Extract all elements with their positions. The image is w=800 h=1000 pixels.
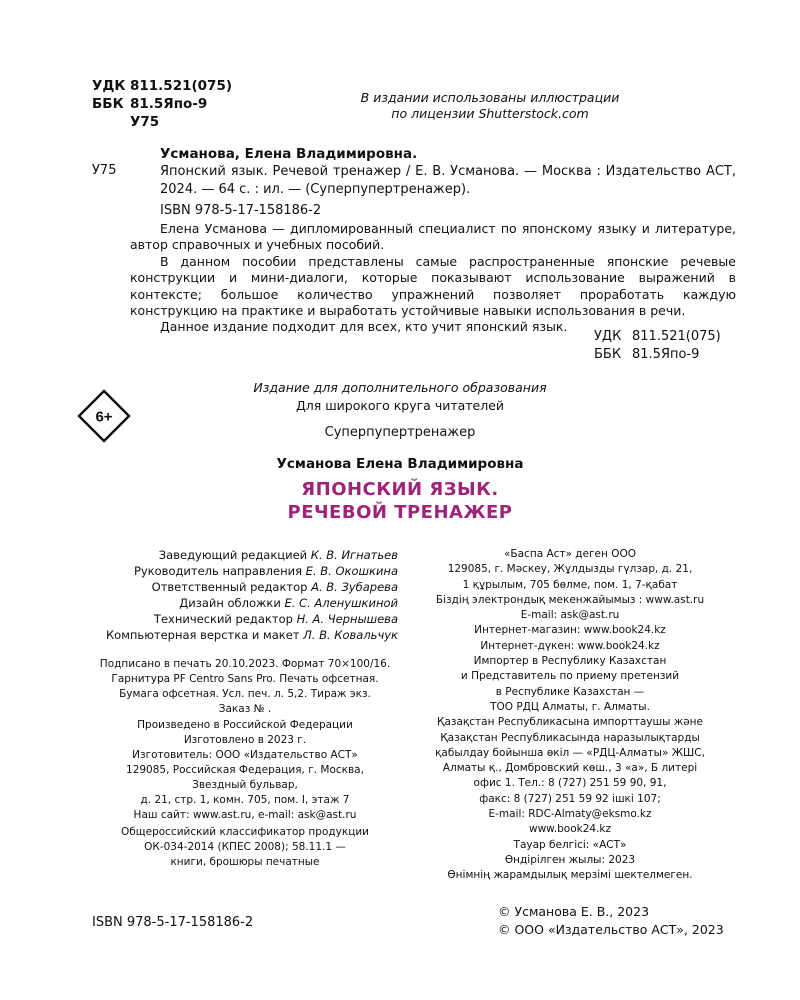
kz-info-line: 1 құрылым, 705 бөлме, пом. 1, 7-қабат bbox=[462, 578, 678, 591]
copyright bbox=[498, 903, 724, 939]
kz-info-line: www.book24.kz bbox=[528, 823, 612, 836]
bibliography-code: У75 bbox=[92, 163, 117, 178]
print-info-line: Бумага офсетная. Усл. печ. л. 5,2. Тираж экз. bbox=[119, 688, 371, 700]
age-rating-text: 6+ bbox=[95, 408, 113, 426]
author-name: Усманова Елена Владимировна bbox=[276, 456, 524, 472]
kz-info-line: Өндірілген жылы: 2023 bbox=[504, 853, 636, 866]
edition-type: Издание для дополнительного образования bbox=[253, 380, 547, 395]
book-title-line: РЕЧЕВОЙ ТРЕНАЖЕР bbox=[287, 502, 513, 523]
annotation bbox=[130, 221, 736, 336]
credit-row bbox=[92, 611, 398, 627]
credit-row bbox=[92, 595, 398, 611]
classifier-info bbox=[92, 825, 398, 870]
credit-name: Л. В. Ковальчук bbox=[303, 628, 398, 642]
print-info bbox=[92, 657, 398, 717]
isbn-bottom: ISBN 978-5-17-158186-2 bbox=[92, 915, 254, 930]
credit-row bbox=[92, 579, 398, 595]
bbk-label: ББК bbox=[594, 347, 622, 362]
manufacturer-line: Изготовлено в 2023 г. bbox=[183, 734, 307, 746]
kz-info-line: Қазақстан Республикасына импорттаушы және bbox=[437, 716, 703, 729]
print-info-line: Заказ № . bbox=[218, 703, 272, 715]
udk-block-bottom bbox=[594, 328, 721, 364]
kz-info-line: Алматы қ., Домбровский көш., 3 «а», Б литері bbox=[442, 762, 698, 775]
udk-label: УДК bbox=[594, 329, 622, 344]
credit-name: Н. А. Чернышева bbox=[296, 612, 398, 626]
bbk-value: 81.5Япо-9 bbox=[632, 347, 700, 362]
kz-info-line: E-mail: RDC-Almaty@eksmo.kz bbox=[488, 808, 652, 821]
illustration-note-line: по лицензии Shutterstock.com bbox=[391, 106, 589, 121]
bibliography-author: Усманова, Елена Владимировна. bbox=[160, 146, 418, 162]
credit-name: Е. В. Окошкина bbox=[305, 564, 398, 578]
credit-name: К. В. Игнатьев bbox=[310, 548, 398, 562]
kazakhstan-info bbox=[425, 547, 715, 884]
credit-role: Компьютерная верстка и макет bbox=[106, 628, 300, 642]
manufacturer-info bbox=[92, 718, 398, 823]
kz-info-line: Тауар белгісі: «АСТ» bbox=[513, 838, 627, 851]
kz-info-line: E-mail: ask@ast.ru bbox=[520, 609, 620, 622]
series-name: Суперпупертренажер bbox=[324, 425, 476, 440]
kz-info-line: қабылдау бойынша өкіл — «РДЦ-Алматы» ЖШС, bbox=[435, 746, 705, 759]
annotation-paragraph: Елена Усманова — дипломированный специалист по японскому языку и литературе, автор справочных и учебных пособий. bbox=[130, 221, 736, 253]
bbk-label: ББК bbox=[92, 96, 124, 112]
print-info-line: Гарнитура PF Centro Sans Pro. Печать офсетная. bbox=[111, 673, 379, 685]
annotation-paragraph: В данном пособии представлены самые распространенные японские речевые конструкции и мини-диалоги, которые показывают использование выражений в контексте; большое количество упражнений позволяет проработать каждую конструкцию на практике и выработать устойчивые навыки использования в речи. bbox=[130, 253, 736, 319]
classifier-line: ОК-034-2014 (КПЕС 2008); 58.11.1 — bbox=[144, 841, 346, 853]
manufacturer-line: Наш сайт: www.ast.ru, e-mail: ask@ast.ru bbox=[133, 809, 357, 821]
kz-info-line: Өнімнің жарамдылық мерзімі шектелмеген. bbox=[447, 869, 693, 882]
kz-info-line: Қазақстан Республикасында наразылықтарды bbox=[440, 731, 700, 744]
kz-info-line: и Представитель по приему претензий bbox=[460, 670, 680, 683]
kz-info-line: 129085, г. Мәскеу, Жұлдызды гүлзар, д. 21, bbox=[447, 563, 693, 576]
book-title-line: ЯПОНСКИЙ ЯЗЫК. bbox=[301, 479, 499, 500]
manufacturer-line: 129085, Российская Федерация, г. Москва, bbox=[126, 764, 364, 776]
credit-role: Ответственный редактор bbox=[151, 580, 308, 594]
manufacturer-line: Изготовитель: ООО «Издательство АСТ» bbox=[132, 749, 358, 761]
udk-value: 811.521(075) bbox=[632, 329, 721, 344]
classifier-line: Общероссийский классификатор продукции bbox=[120, 826, 370, 838]
audience: Для широкого круга читателей bbox=[295, 398, 505, 413]
credit-name: А. В. Зубарева bbox=[311, 580, 398, 594]
kz-info-line: факс: 8 (727) 251 59 92 ішкі 107; bbox=[479, 792, 661, 805]
illustration-note bbox=[350, 90, 630, 122]
book-title bbox=[0, 478, 800, 524]
credit-name: Е. С. Аленушкиной bbox=[284, 596, 398, 610]
manufacturer-line: д. 21, стр. 1, комн. 705, пом. I, этаж 7 bbox=[140, 794, 350, 806]
classifier-line: книги, брошюры печатные bbox=[170, 856, 320, 868]
manufacturer-line: Произведено в Российской Федерации bbox=[137, 719, 353, 731]
manufacturer-line: Звездный бульвар, bbox=[192, 779, 298, 791]
udk-block-top bbox=[92, 77, 232, 131]
udk-value: 811.521(075) bbox=[130, 78, 233, 94]
kz-info-line: Интернет-магазин: www.book24.kz bbox=[474, 624, 666, 637]
credit-role: Заведующий редакцией bbox=[158, 548, 308, 562]
copyright-line: © Усманова Е. В., 2023 bbox=[498, 904, 650, 919]
credit-role: Руководитель направления bbox=[133, 564, 303, 578]
kz-info-line: в Республике Казахстан — bbox=[495, 685, 645, 698]
bibliography-description: Японский язык. Речевой тренажер / Е. В. Усманова. — Москва : Издательство АСТ, 2024. — 64 с. : ил. — (Суперпупертренажер). bbox=[160, 164, 736, 197]
staff-credits bbox=[92, 547, 398, 643]
illustration-note-line: В издании использованы иллюстрации bbox=[360, 90, 620, 105]
kz-info-line: Импортер в Республику Казахстан bbox=[473, 655, 667, 668]
kz-info-line: офис 1. Тел.: 8 (727) 251 59 90, 91, bbox=[473, 777, 667, 790]
credit-row bbox=[92, 627, 398, 643]
bibliography-isbn: ISBN 978-5-17-158186-2 bbox=[160, 203, 322, 218]
kz-info-line: ТОО РДЦ Алматы, г. Алматы. bbox=[490, 700, 650, 713]
annotation-paragraph: Данное издание подходит для всех, кто учит японский язык. bbox=[160, 319, 568, 335]
author-mark: У75 bbox=[130, 114, 160, 130]
copyright-line: © ООО «Издательство АСТ», 2023 bbox=[498, 922, 724, 937]
credit-row bbox=[92, 563, 398, 579]
kz-info-line: «Баспа Аст» деген ООО bbox=[504, 548, 636, 560]
print-info-line: Подписано в печать 20.10.2023. Формат 70×100/16. bbox=[99, 658, 391, 670]
credit-row bbox=[92, 547, 398, 563]
credit-role: Дизайн обложки bbox=[179, 596, 281, 610]
bbk-value: 81.5Япо-9 bbox=[130, 96, 208, 112]
kz-info-line: Интернет-дүкен: www.book24.kz bbox=[480, 639, 660, 652]
kz-info-line: Біздің электрондық мекенжайымыз : www.ast.ru bbox=[435, 593, 705, 606]
credit-role: Технический редактор bbox=[153, 612, 293, 626]
udk-label: УДК bbox=[92, 78, 126, 94]
